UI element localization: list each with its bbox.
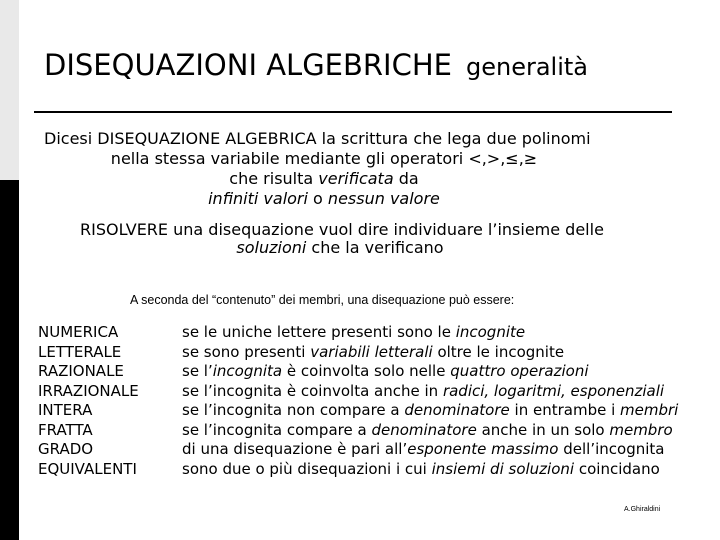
title-main: DISEQUAZIONI ALGEBRICHE [44,48,452,82]
type-name: RAZIONALE [38,362,124,380]
solve-block [80,221,720,257]
definition-prefix: Dicesi [44,129,98,148]
type-name: LETTERALE [38,342,122,361]
type-desc: se l’incognita non compare a denominatore in entrambe i membri [182,401,679,419]
definition-line3: che risulta verificata da [229,169,419,188]
type-desc: di una disequazione è pari all’esponente massimo dell’incognita [182,440,665,458]
slide-sidebar [0,0,19,540]
slide-title [44,48,588,82]
solve-line2: soluzioni che la verificano [236,238,444,257]
type-name: IRRAZIONALE [38,381,139,400]
type-name: FRATTA [38,420,93,439]
definition-term: DISEQUAZIONE ALGEBRICA [97,129,317,148]
types-list [38,323,678,479]
sidebar-dark-band [0,180,19,540]
definition-line4: infiniti valori o nessun valore [208,189,440,208]
list-item [38,401,678,421]
title-underline [34,111,672,113]
type-desc: se sono presenti variabili letterali oltre le incognite [182,342,565,361]
list-item [38,440,678,460]
type-desc: se l’incognita è coinvolta anche in radici, logaritmi, esponenziali [182,381,665,400]
list-item [38,460,678,480]
definition-rest: la scrittura che lega due polinomi [316,129,591,148]
solve-line1: RISOLVERE una disequazione vuol dire individuare l’insieme delle [80,220,604,239]
definition-block [44,129,714,209]
type-name: INTERA [38,401,93,419]
type-name: GRADO [38,440,94,458]
author-credit: A.Ghiraldini [624,506,661,513]
type-desc: se l’incognita è coinvolta solo nelle quattro operazioni [182,362,589,380]
type-name: EQUIVALENTI [38,459,137,478]
type-desc: se l’incognita compare a denominatore anche in un solo membro [182,420,673,439]
list-item [38,362,678,382]
list-item [38,323,678,343]
list-item [38,382,678,402]
type-desc: se le uniche lettere presenti sono le incognite [182,323,526,341]
definition-line2: nella stessa variabile mediante gli operatori <,>,≤,≥ [110,149,538,168]
list-item [38,343,678,363]
sidebar-light-band [0,0,19,180]
type-desc: sono due o più disequazioni i cui insiemi di soluzioni coincidano [182,459,660,478]
list-item [38,421,678,441]
title-sub: generalità [465,53,588,81]
type-name: NUMERICA [38,323,119,341]
types-intro: A seconda del “contenuto” dei membri, una disequazione può essere: [130,293,515,307]
